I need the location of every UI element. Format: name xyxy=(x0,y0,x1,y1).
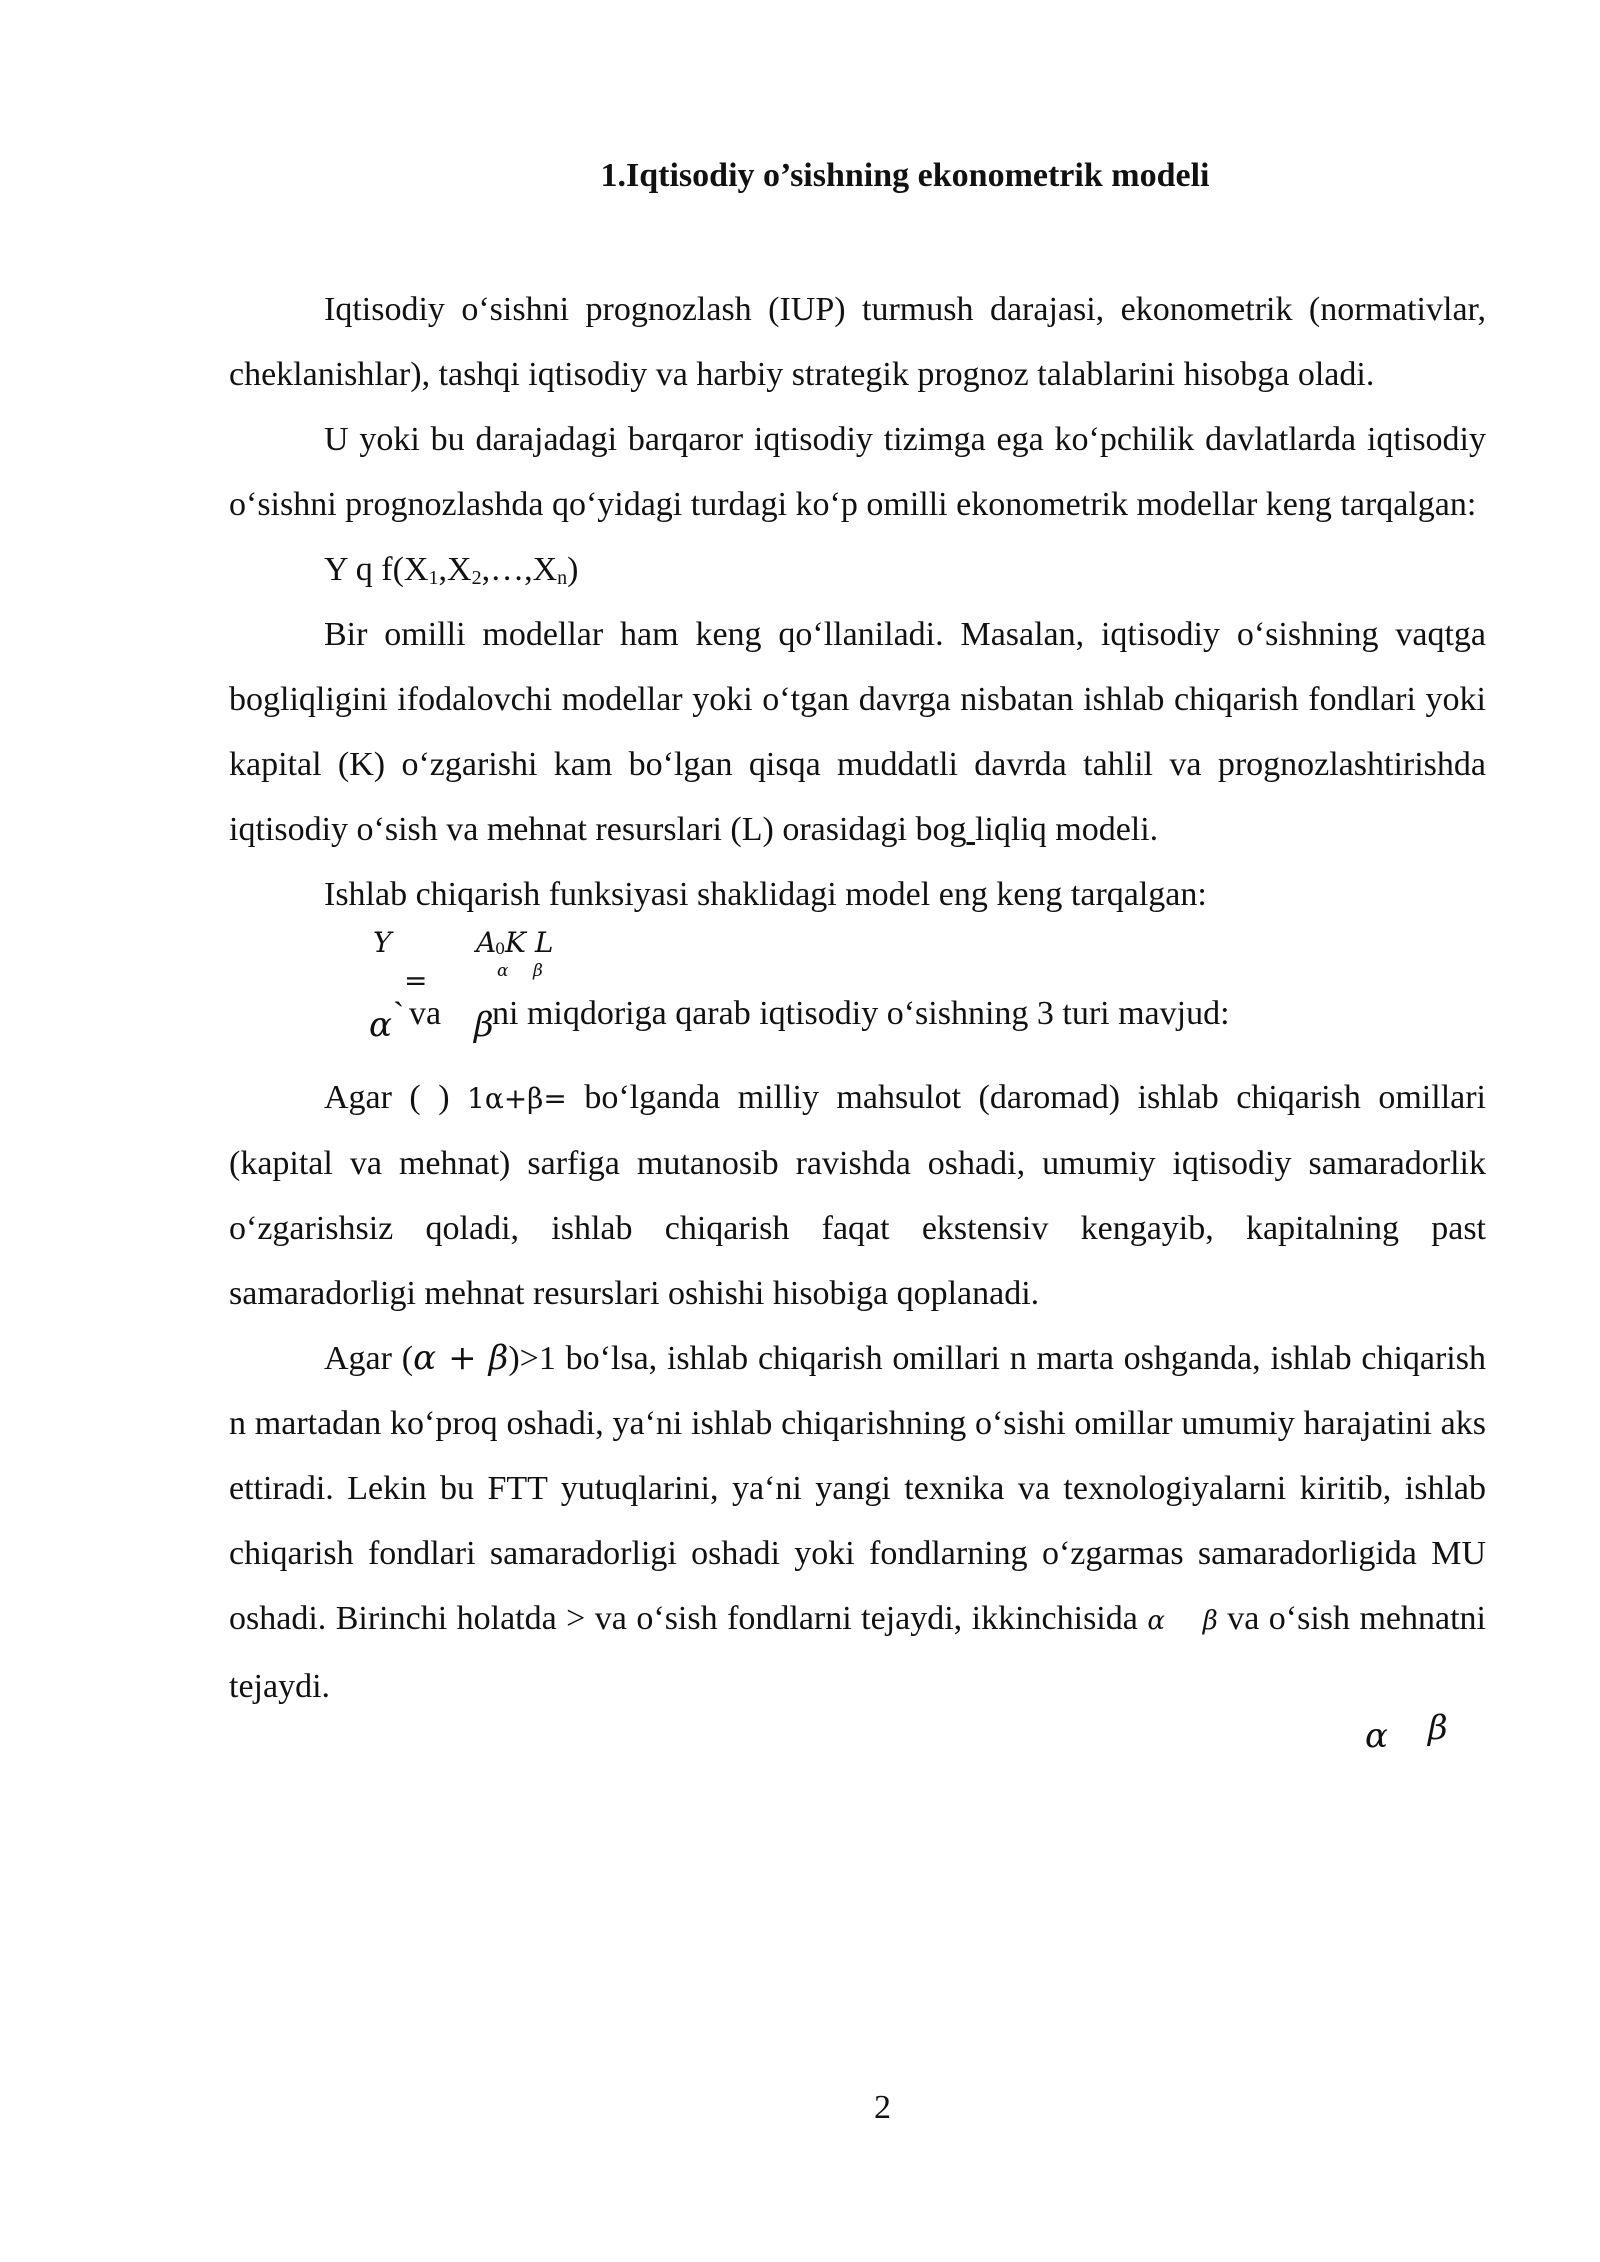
formula-prefix: Y q f(X xyxy=(324,551,429,588)
formula-sep-2: ,…,X xyxy=(481,551,558,588)
formula-sub-1: 1 xyxy=(428,567,439,589)
formula-multifactor xyxy=(229,537,1486,602)
prod-fn-beta-exponent: β xyxy=(533,961,543,981)
production-function-formula xyxy=(229,927,1486,1065)
formula-sep-1: ,X xyxy=(438,551,472,588)
paragraph-5-text: bo‘lganda milliy mahsulot (daromad) ishlab chiqarish omillari (kapital va mehnat) sarfiga mutanosib ravishda oshadi, umumiy iqtisodiy samaradorlik o‘zgarishsiz qoladi, ishlab chiqarish faqat ekstensiv kengayib, kapitalning past samaradorligi mehnat resurslari oshishi hisobiga qoplanadi. xyxy=(229,1079,1486,1312)
paragraph-3-text: Bir omilli modellar ham keng qo‘llaniladi. Masalan, iqtisodiy o‘sishning vaqtga bogliqligini ifodalovchi modellar yoki o‘tgan davrga nisbatan ishlab chiqarish fondlari yoki kapital (K) o‘zgarishi kam bo‘lgan qisqa muddatli davrda tahlil va prognozlashtirishda iqtisodiy o‘sish va mehnat resurslari (L) orasidagi bog xyxy=(229,616,1486,848)
page-number: 2 xyxy=(874,2089,891,2126)
paragraph-2: U yoki bu darajadagi barqaror iqtisodiy tizimga ega ko‘pchilik davlatlarda iqtisodiy o‘sishni prognozlashda qo‘yidagi turdagi ko‘p omilli ekonometrik modellar keng tarqalgan: xyxy=(229,421,1486,523)
paragraph-6-alpha: α xyxy=(1147,1606,1165,1636)
prod-fn-alpha-exponent: α xyxy=(497,961,509,981)
paragraph-5-agar: Agar ( ) xyxy=(324,1079,450,1116)
formula-sub-2: 2 xyxy=(471,567,482,589)
prod-fn-A-sub: 0 xyxy=(495,939,506,958)
paragraph-3-end: liqliq modeli. xyxy=(974,811,1159,848)
line-three-types: ni miqdoriga qarab iqtisodiy o‘sishning 3 turi mavjud: xyxy=(492,995,1230,1032)
prod-fn-KL: K L xyxy=(505,926,554,959)
line-backtick: ` xyxy=(393,996,405,1033)
paragraph-3 xyxy=(229,602,1486,862)
paragraph-1: Iqtisodiy o‘sishni prognozlash (IUP) turmush darajasi, ekonometrik (normativlar, cheklanishlar), tashqi iqtisodiy va harbiy strategik prognoz talablarini hisobga oladi. xyxy=(229,291,1486,393)
line-va: va xyxy=(409,995,442,1032)
paragraph-4: Ishlab chiqarish funksiyasi shaklidagi model eng keng tarqalgan: xyxy=(324,876,1207,913)
paragraph-5 xyxy=(229,1065,1486,1326)
document-body xyxy=(229,277,1486,1719)
paragraph-6-alpha-plus-beta: α + β xyxy=(413,1338,509,1378)
prod-fn-Y: Y xyxy=(373,926,392,959)
prod-fn-equals: = xyxy=(404,964,428,997)
prod-fn-A: A xyxy=(476,926,497,959)
paragraph-6-text: )>1 bo‘lsa, ishlab chiqarish omillari n marta oshganda, ishlab chiqarish n martadan ko‘proq oshadi, ya‘ni ishlab chiqarishning o‘sishi omillar umumiy harajatini aks ettiradi. Lekin bu FTT yutuqlarini, ya‘ni yangi texnika va texnologiyalarni kiritib, ishlab chiqarish fondlari samaradorligi oshadi yoki fondlarning o‘zgarmas samaradorligida MU oshadi. Birinchi holatda xyxy=(229,1340,1486,1637)
paragraph-6 xyxy=(229,1326,1486,1719)
paragraph-6-beta: β xyxy=(1202,1606,1218,1636)
overlay-alpha-symbol: α xyxy=(1365,1716,1388,1756)
paragraph-5-formula: 1α+β= xyxy=(467,1082,567,1115)
paragraph-3-underline-mark xyxy=(966,811,975,848)
formula-suffix: ) xyxy=(567,551,579,588)
paragraph-6-agar: Agar ( xyxy=(324,1340,414,1377)
paragraph-6-end: va o‘sish mehnatni tejaydi. xyxy=(229,1600,1487,1705)
paragraph-6-greater: > va o‘sish fondlarni tejaydi, ikkinchisida xyxy=(566,1600,1138,1637)
line-beta-symbol: β xyxy=(474,1005,494,1045)
line-alpha-symbol: α xyxy=(369,1005,392,1045)
page-title: 1.Iqtisodiy o’sishning ekonometrik modeli xyxy=(600,157,1210,194)
overlay-beta-symbol: β xyxy=(1428,1708,1448,1748)
formula-sub-n: n xyxy=(557,567,568,589)
